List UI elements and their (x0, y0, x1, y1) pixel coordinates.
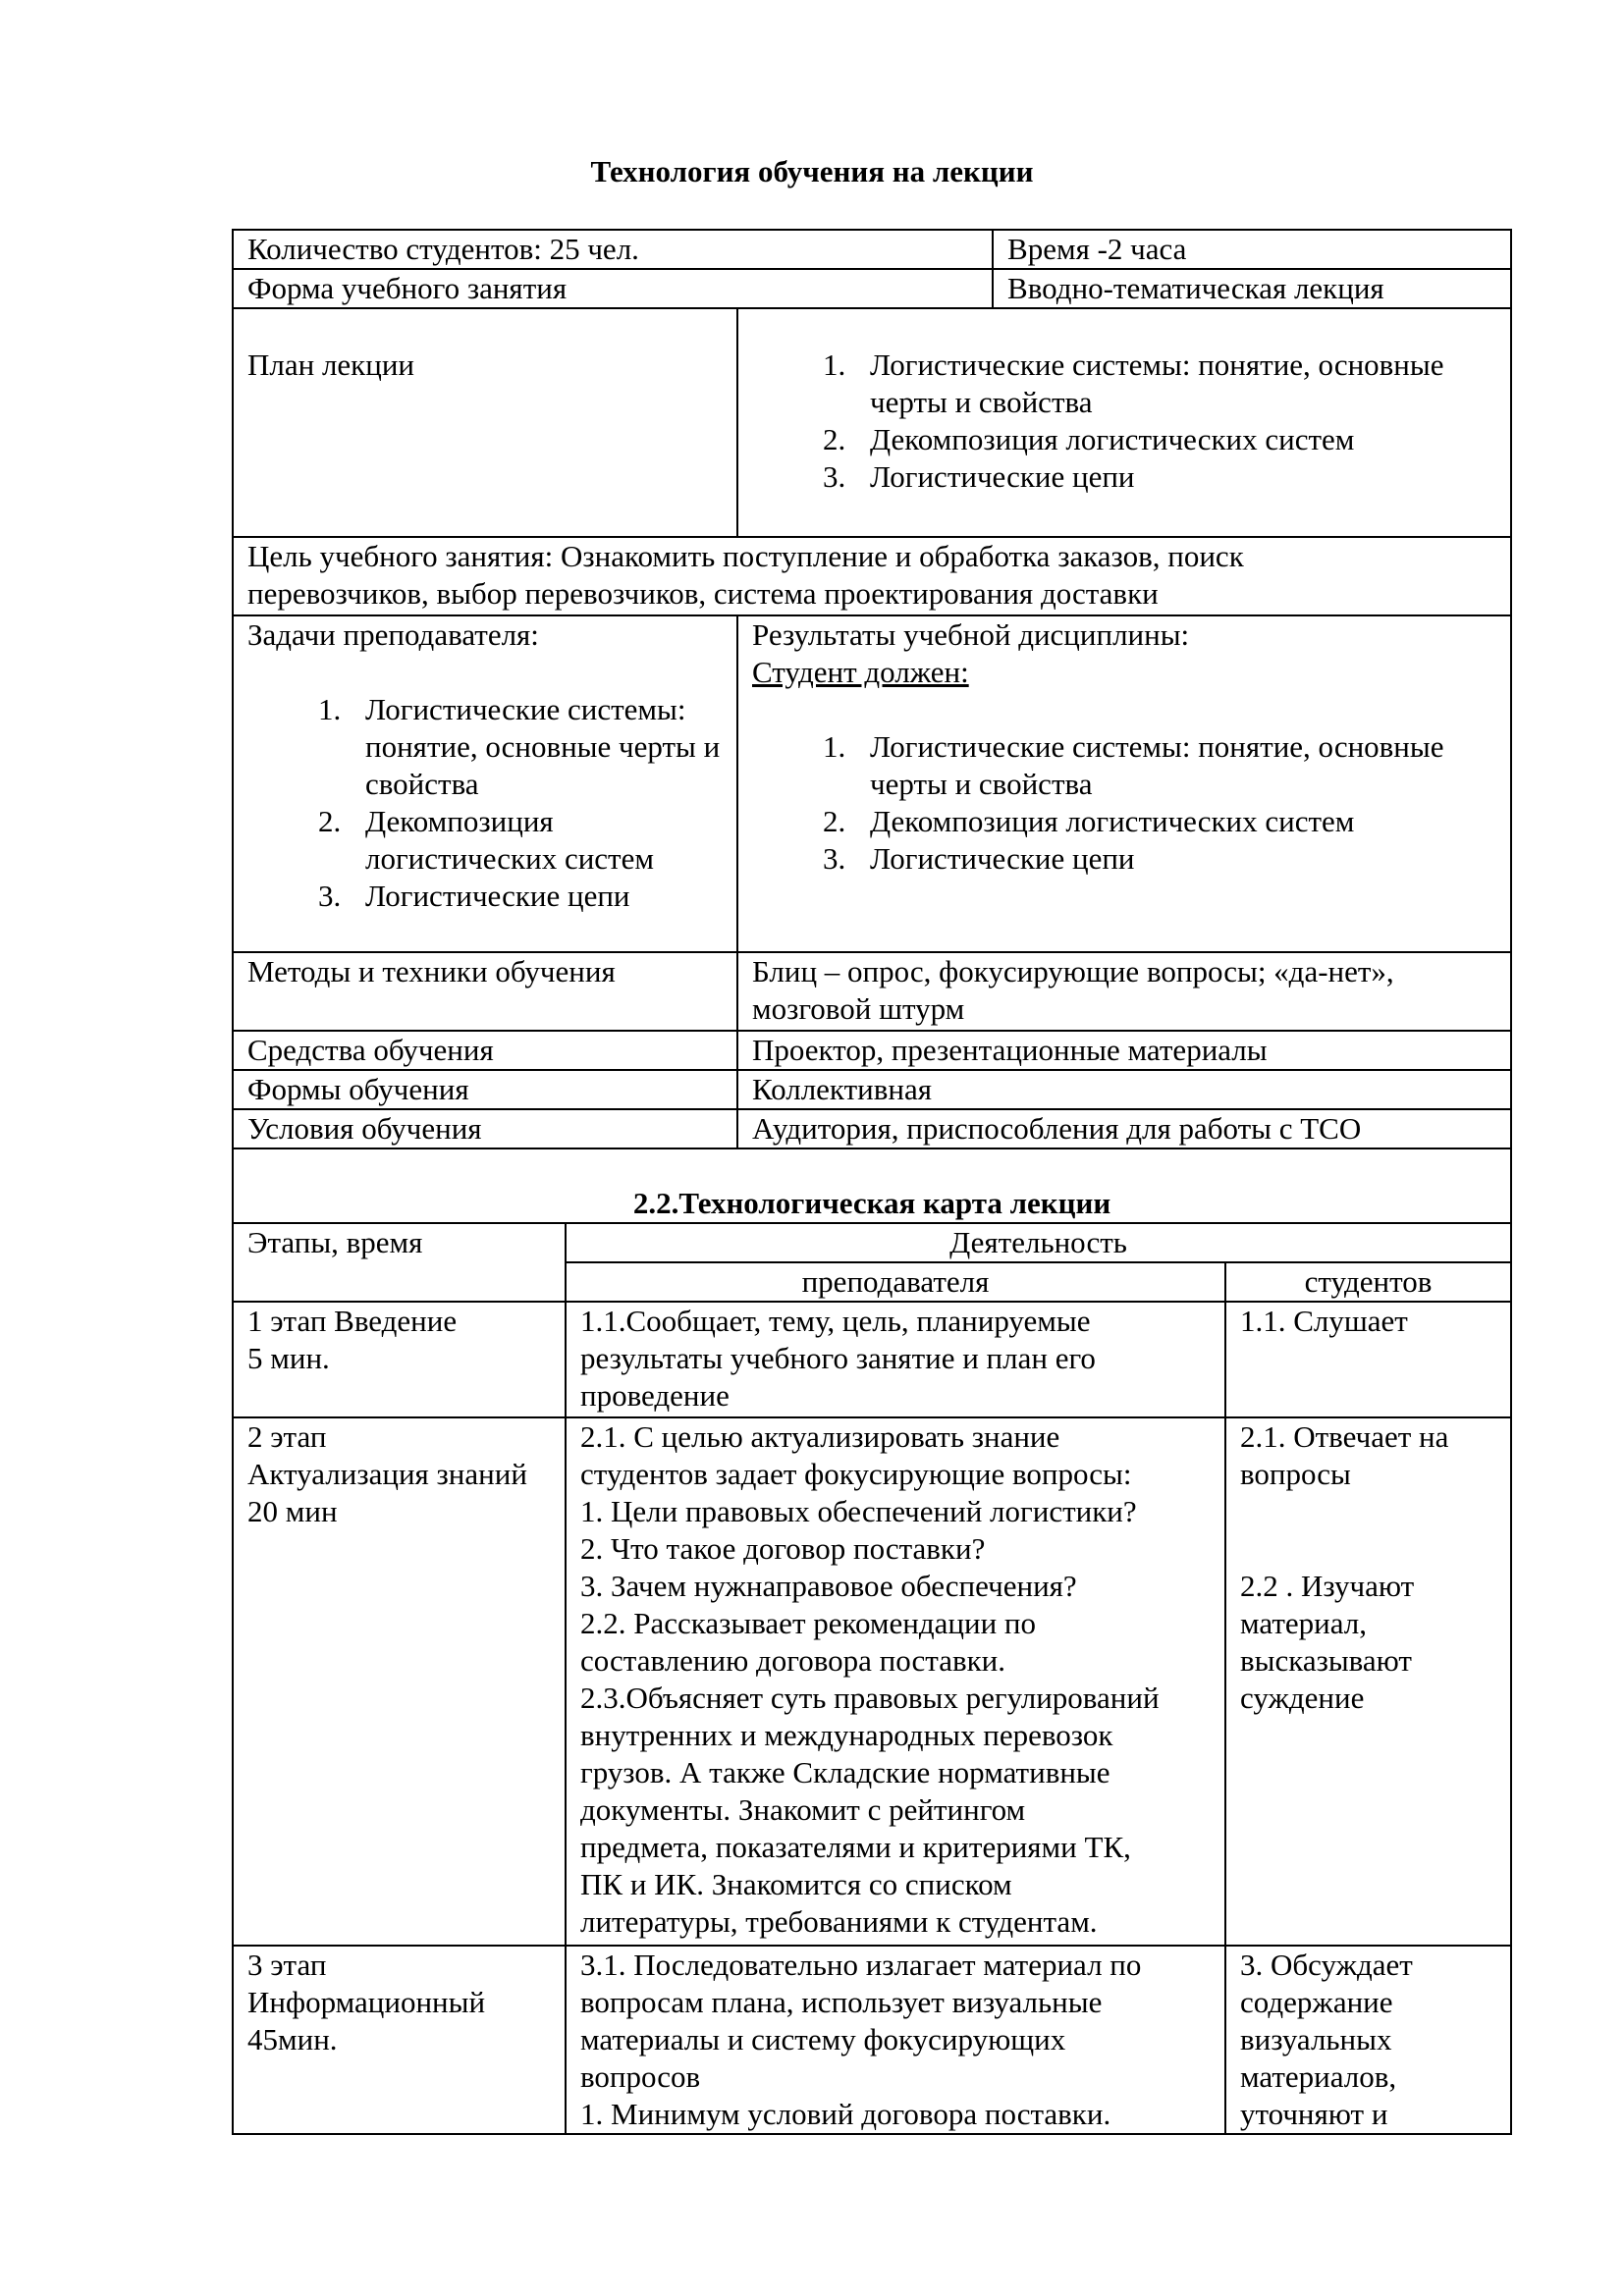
table-row (233, 1302, 1511, 1417)
list-item: 2. Декомпозиция логистических систем (823, 422, 1355, 456)
teacher-activity-cell: 2.1. С целью актуализировать знание студентов задает фокусирующие вопросы: 1. Цели правовых обеспечений логистики? 2. Что такое договор поставки? 3. Зачем нужнаправовое обеспечения? 2.2. Рассказывает рекомендации по составлению договора поставки. 2.3.Объясняет суть правовых регулирований внутренних и международных перевозок грузов. А также Складские нормативные документы. Знакомит с рейтингом предмета, показателями и критериями ТК, ПК и ИК. Знакомится со списком литературы, требованиями к студентам. (566, 1417, 1225, 1946)
table-row (233, 537, 1511, 615)
results-list (752, 728, 1496, 878)
form-label-cell: Форма учебного занятия (233, 269, 993, 308)
table-row (233, 1031, 1511, 1070)
conditions-value-cell: Аудитория, приспособления для работы с ТСО (737, 1109, 1511, 1148)
means-label-cell: Средства обучения (233, 1031, 737, 1070)
goal-line: перевозчиков, выбор перевозчиков, система проектирования доставки (247, 576, 1159, 611)
list-item: 1. Логистические системы: понятие, основные черты и свойства (318, 692, 721, 801)
teacher-activity-cell: 1.1.Сообщает, тему, цель, планируемые результаты учебного занятие и план его проведение (566, 1302, 1225, 1417)
teacher-activity-cell: 3.1. Последовательно излагает материал по вопросам плана, использует визуальные материалы и систему фокусирующих вопросов 1. Минимум условий договора поставки. (566, 1946, 1225, 2134)
stage-cell: 2 этап Актуализация знаний 20 мин (233, 1417, 566, 1946)
teacher-header-cell: преподавателя (566, 1262, 1225, 1302)
conditions-label-cell: Условия обучения (233, 1109, 737, 1148)
table-row (233, 952, 1511, 1031)
activity-header-cell: Деятельность (566, 1223, 1511, 1262)
table-row (233, 1109, 1511, 1148)
document-title: Технология обучения на лекции (590, 154, 1034, 188)
lecture-info-table (232, 229, 1512, 1149)
table-row (233, 1070, 1511, 1109)
form-value-cell: Вводно-тематическая лекция (993, 269, 1511, 308)
methods-label-cell: Методы и техники обучения (233, 952, 737, 1031)
results-sublabel: Студент должен: (752, 655, 969, 689)
results-label: Результаты учебной дисциплины: (752, 617, 1190, 652)
time-cell: Время -2 часа (993, 230, 1511, 269)
plan-list (823, 347, 1492, 496)
table-row (233, 1148, 1511, 1223)
list-item: 1. Логистические системы: понятие, основные черты и свойства (823, 729, 1444, 801)
table-row (233, 308, 1511, 537)
table-row (233, 1417, 1511, 1946)
list-item: 1. Логистические системы: понятие, основные черты и свойства (823, 347, 1444, 419)
students-activity-cell: 3. Обсуждает содержание визуальных материалов, уточняют и (1225, 1946, 1511, 2134)
tasks-label: Задачи преподавателя: (247, 617, 539, 652)
goal-line: Цель учебного занятия: Ознакомить поступление и обработка заказов, поиск (247, 539, 1244, 573)
means-value-cell: Проектор, презентационные материалы (737, 1031, 1511, 1070)
list-item: 2. Декомпозиция логистических систем (823, 804, 1355, 838)
stage-cell: 3 этап Информационный 45мин. (233, 1946, 566, 2134)
methods-value-cell: Блиц – опрос, фокусирующие вопросы; «да-нет», мозговой штурм (737, 952, 1511, 1031)
plan-label-cell: План лекции (233, 308, 737, 537)
students-activity-cell: 2.1. Отвечает на вопросы 2.2 . Изучают материал, высказывают суждение (1225, 1417, 1511, 1946)
table-row (233, 230, 1511, 269)
goal-cell (233, 537, 1511, 615)
stage-cell: 1 этап Введение 5 мин. (233, 1302, 566, 1417)
tasks-cell (233, 615, 737, 952)
table-row (233, 1946, 1511, 2134)
list-item: 3. Логистические цепи (823, 459, 1135, 494)
table-row (233, 615, 1511, 952)
plan-items-cell (737, 308, 1511, 537)
list-item: 2. Декомпозиция логистических систем (318, 804, 654, 876)
students-count-cell: Количество студентов: 25 чел. (233, 230, 993, 269)
tasks-list (247, 691, 723, 915)
students-activity-cell: 1.1. Слушает (1225, 1302, 1511, 1417)
map-title-cell: 2.2.Технологическая карта лекции (233, 1148, 1511, 1223)
table-row (233, 1223, 1511, 1262)
forms-value-cell: Коллективная (737, 1070, 1511, 1109)
students-header-cell: студентов (1225, 1262, 1511, 1302)
list-item: 3. Логистические цепи (823, 841, 1135, 876)
results-cell (737, 615, 1511, 952)
list-item: 3. Логистические цепи (318, 879, 630, 913)
technological-map-table (232, 1148, 1512, 2135)
table-row (233, 269, 1511, 308)
forms-label-cell: Формы обучения (233, 1070, 737, 1109)
stages-header-cell: Этапы, время (233, 1223, 566, 1302)
